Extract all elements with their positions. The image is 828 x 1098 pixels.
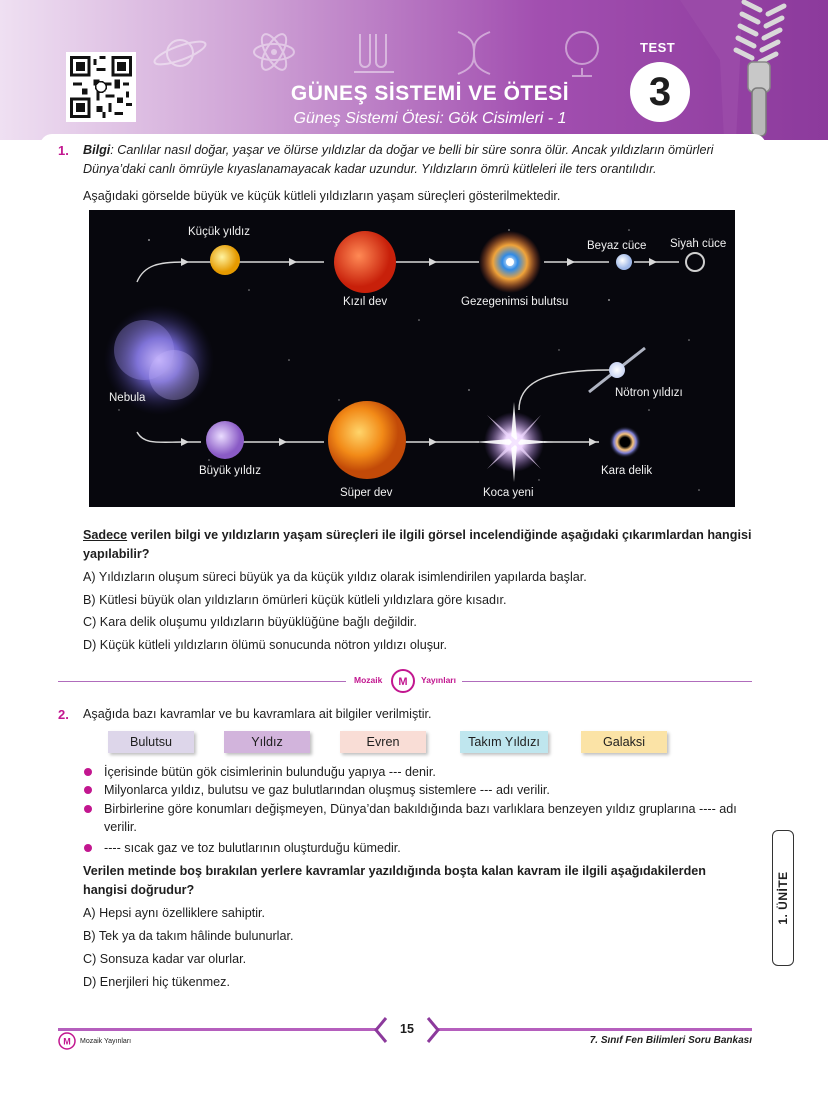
separator-brand-left: Mozaik — [354, 675, 383, 685]
page-header — [0, 0, 828, 140]
page-title: GÜNEŞ SİSTEMİ VE ÖTESİ — [290, 82, 570, 105]
bullet-dot-icon — [84, 805, 92, 813]
mozaik-logo-letter: M — [398, 676, 408, 688]
question-1-info — [83, 141, 753, 179]
publisher-separator — [58, 672, 752, 692]
question-2-option-c[interactable]: C) Sonsuza kadar var olurlar. — [83, 952, 247, 966]
concept-statement-3: Birbirlerine göre konumları değişmeyen, Dünya’dan bakıldığında bazı varlıklara benzeyen yıldız gruplarına ---- adı verilir. — [104, 802, 737, 834]
separator-line-right — [462, 681, 752, 682]
lifecycle-flow-lines — [137, 262, 679, 442]
label-big-star: Büyük yıldız — [199, 465, 261, 477]
label-black-dwarf: Siyah cüce — [670, 238, 727, 250]
question-2-stem: Verilen metinde boş bırakılan yerlere kavramlar yazıldığında boşta kalan kavram ile ilgili aşağıdakilerden hangisi doğrudur? — [83, 864, 706, 897]
question-1-stem-text: verilen bilgi ve yıldızların yaşam süreçleri ile ilgili görsel incelendiğinde aşağıdaki çıkarımlardan hangisi yapılabilir? — [83, 528, 752, 561]
concept-card-galaksi: Galaksi — [581, 731, 667, 753]
test-number-badge: 3 — [630, 62, 690, 122]
unit-side-tab — [772, 830, 794, 966]
label-supernova: Koca yeni — [483, 487, 534, 499]
qr-code-icon — [70, 56, 132, 118]
footer-book-title: 7. Sınıf Fen Bilimleri Soru Bankası — [589, 1035, 752, 1046]
concept-statement-4: ---- sıcak gaz ve toz bulutlarının oluşturduğu kümedir. — [104, 841, 401, 855]
zipper-decoration-icon — [680, 0, 828, 140]
unit-side-tab-label: 1. ÜNİTE — [776, 871, 790, 925]
info-text: : Canlılar nasıl doğar, yaşar ve ölürse yıldızlar da doğar ve belli bir süre sonra ölür. Ancak yıldızların ömürleri Dünya’daki canlı ömrüyle kıyaslanamayacak kadar uzundur. Yıldızların ömrü kütleleri ile ters orantılıdır. — [83, 143, 714, 176]
atom-doodle-icon — [250, 28, 298, 76]
question-2-option-d[interactable]: D) Enerjileri hiç tükenmez. — [83, 975, 230, 989]
label-nebula: Nebula — [109, 392, 146, 404]
mozaik-logo-icon — [391, 669, 415, 693]
super-giant — [328, 401, 406, 479]
info-label: Bilgi — [83, 143, 111, 157]
label-super-giant: Süper dev — [340, 487, 393, 499]
question-1-intro: Aşağıdaki görselde büyük ve küçük kütleli yıldızların yaşam süreçleri gösterilmektedir. — [83, 189, 561, 203]
globe-doodle-icon — [560, 28, 604, 80]
concept-card-bulutsu: Bulutsu — [108, 731, 194, 753]
footer-publisher: Mozaik Yayınları — [80, 1038, 132, 1045]
question-2-option-b[interactable]: B) Tek ya da takım hâlinde bulunurlar. — [83, 929, 294, 943]
lifecycle-arrowheads — [181, 258, 657, 446]
star-lifecycle-illustration — [89, 210, 735, 507]
question-2-number: 2. — [58, 707, 69, 722]
concept-card-evren: Evren — [340, 731, 426, 753]
page-number: 15 — [400, 1022, 414, 1036]
red-giant — [334, 231, 396, 293]
concept-card-takim-yildizi: Takım Yıldızı — [460, 731, 548, 753]
footer-line-right — [438, 1028, 752, 1031]
label-neutron-star: Nötron yıldızı — [615, 387, 683, 399]
bullet-dot-icon — [84, 768, 92, 776]
label-white-dwarf: Beyaz cüce — [587, 240, 647, 252]
small-star — [210, 245, 240, 275]
label-planetary-nebula: Gezegenimsi bulutsu — [461, 296, 569, 308]
question-1-option-b[interactable]: B) Kütlesi büyük olan yıldızların ömürleri küçük kütleli yıldızlara göre kısadır. — [83, 593, 507, 607]
publisher-logo-letter: M — [63, 1036, 71, 1047]
page-subtitle: Güneş Sistemi Ötesi: Gök Cisimleri - 1 — [293, 110, 567, 127]
bullet-dot-icon — [84, 844, 92, 852]
question-2-intro: Aşağıda bazı kavramlar ve bu kavramlara ait bilgiler verilmiştir. — [83, 707, 432, 721]
concept-statement-2: Milyonlarca yıldız, bulutsu ve gaz bulutlarından oluşmuş sistemlere --- adı verilir. — [104, 783, 550, 797]
bullet-dot-icon — [84, 786, 92, 794]
qr-code[interactable] — [66, 52, 136, 122]
label-small-star: Küçük yıldız — [188, 226, 250, 238]
question-1-stem — [83, 526, 753, 564]
label-black-hole: Kara delik — [601, 465, 653, 477]
black-dwarf — [686, 253, 704, 271]
white-dwarf — [616, 254, 632, 270]
separator-line-left — [58, 681, 346, 682]
star-lifecycle-diagram — [89, 210, 735, 507]
label-red-giant: Kızıl dev — [343, 296, 388, 308]
supernova — [474, 402, 554, 482]
footer-line-left — [58, 1028, 376, 1031]
question-1-number: 1. — [58, 143, 69, 158]
big-star — [206, 421, 244, 459]
separator-brand-right: Yayınları — [421, 675, 456, 685]
planet-doodle-icon — [150, 28, 210, 78]
test-label: TEST — [640, 40, 676, 55]
question-1-emphasis: Sadece — [83, 528, 128, 542]
page-footer — [58, 1016, 752, 1050]
question-1-option-c[interactable]: C) Kara delik oluşumu yıldızların büyüklüğüne bağlı değildir. — [83, 615, 417, 629]
concept-statement-1: İçerisinde bütün gök cisimlerinin bulunduğu yapıya --- denir. — [104, 765, 436, 779]
question-1-option-d[interactable]: D) Küçük kütleli yıldızların ölümü sonucunda nötron yıldızı oluşur. — [83, 638, 448, 652]
question-2-option-a[interactable]: A) Hepsi aynı özelliklere sahiptir. — [83, 906, 265, 920]
publisher-logo-icon — [58, 1032, 76, 1050]
lab-tubes-doodle-icon — [350, 28, 398, 76]
dna-doodle-icon — [450, 28, 498, 78]
concept-card-yildiz: Yıldız — [224, 731, 310, 753]
question-1-option-a[interactable]: A) Yıldızların oluşum süreci büyük ya da küçük yıldız olarak isimlendirilen yapılarda başlar. — [83, 570, 587, 584]
